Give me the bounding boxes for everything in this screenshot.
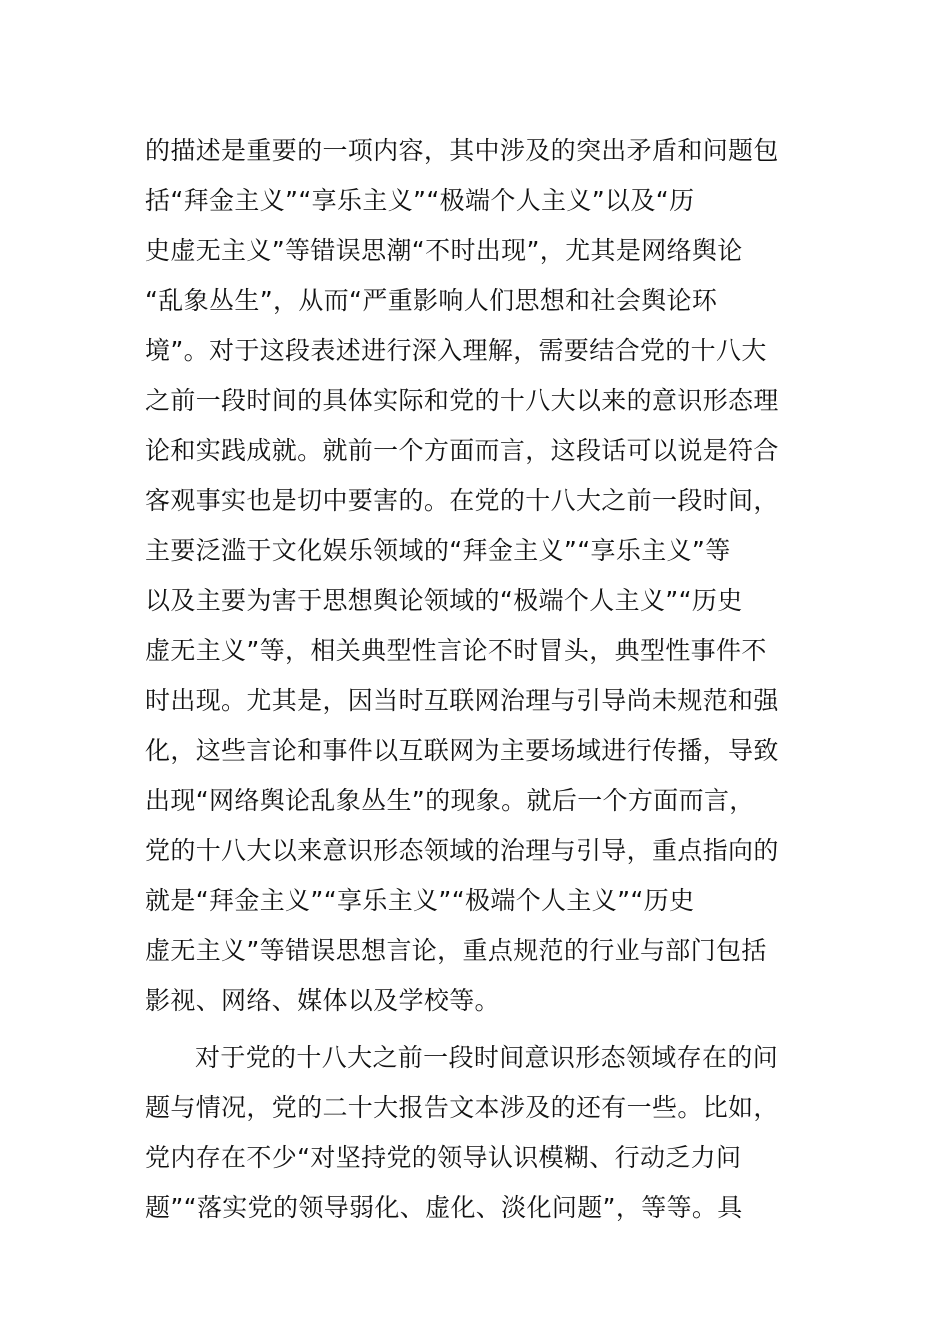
- paragraph-spacing: [145, 1026, 815, 1033]
- paragraph-line: “乱象丛生”，从而“严重影响人们思想和社会舆论环: [145, 286, 718, 315]
- paragraph-line: 境”。对于这段表述进行深入理解，需要结合党的十八大: [145, 336, 767, 365]
- paragraph-2: [145, 1033, 815, 1233]
- paragraph-line: 史虚无主义”等错误思潮“不时出现”，尤其是网络舆论: [145, 236, 743, 265]
- paragraph-line: 化，这些言论和事件以互联网为主要场域进行传播，导致: [145, 736, 779, 765]
- paragraph-line: 党内存在不少“对坚持党的领导认识模糊、行动乏力问: [145, 1143, 742, 1172]
- paragraph-line: 之前一段时间的具体实际和党的十八大以来的意识形态理: [145, 386, 779, 415]
- paragraph-line: 虚无主义”等，相关典型性言论不时冒头，典型性事件不: [145, 636, 767, 665]
- paragraph-line: 客观事实也是切中要害的。在党的十八大之前一段时间，: [145, 486, 779, 515]
- paragraph-first-line: 对于党的十八大之前一段时间意识形态领域存在的问: [195, 1043, 779, 1072]
- paragraph-line: 题与情况，党的二十大报告文本涉及的还有一些。比如，: [145, 1093, 779, 1122]
- paragraph-line: 以及主要为害于思想舆论领域的“极端个人主义”“历史: [145, 586, 743, 615]
- paragraph-1: [145, 126, 815, 1026]
- paragraph-line: 主要泛滥于文化娱乐领域的“拜金主义”“享乐主义”等: [145, 536, 731, 565]
- paragraph-line: 党的十八大以来意识形态领域的治理与引导，重点指向的: [145, 836, 779, 865]
- paragraph-line: 就是“拜金主义”“享乐主义”“极端个人主义”“历史: [145, 886, 695, 915]
- paragraph-line: 时出现。尤其是，因当时互联网治理与引导尚未规范和强: [145, 686, 779, 715]
- paragraph-line: 括“拜金主义”“享乐主义”“极端个人主义”以及“历: [145, 186, 695, 215]
- paragraph-line: 题”“落实党的领导弱化、虚化、淡化问题”，等等。具: [145, 1193, 743, 1222]
- paragraph-line: 影视、网络、媒体以及学校等。: [145, 986, 500, 1015]
- document-body: [145, 126, 815, 1233]
- paragraph-line: 出现“网络舆论乱象丛生”的现象。就后一个方面而言，: [145, 786, 755, 815]
- paragraph-line: 的描述是重要的一项内容，其中涉及的突出矛盾和问题包: [145, 136, 779, 165]
- paragraph-line: 虚无主义”等错误思想言论，重点规范的行业与部门包括: [145, 936, 767, 965]
- paragraph-line: 论和实践成就。就前一个方面而言，这段话可以说是符合: [145, 436, 779, 465]
